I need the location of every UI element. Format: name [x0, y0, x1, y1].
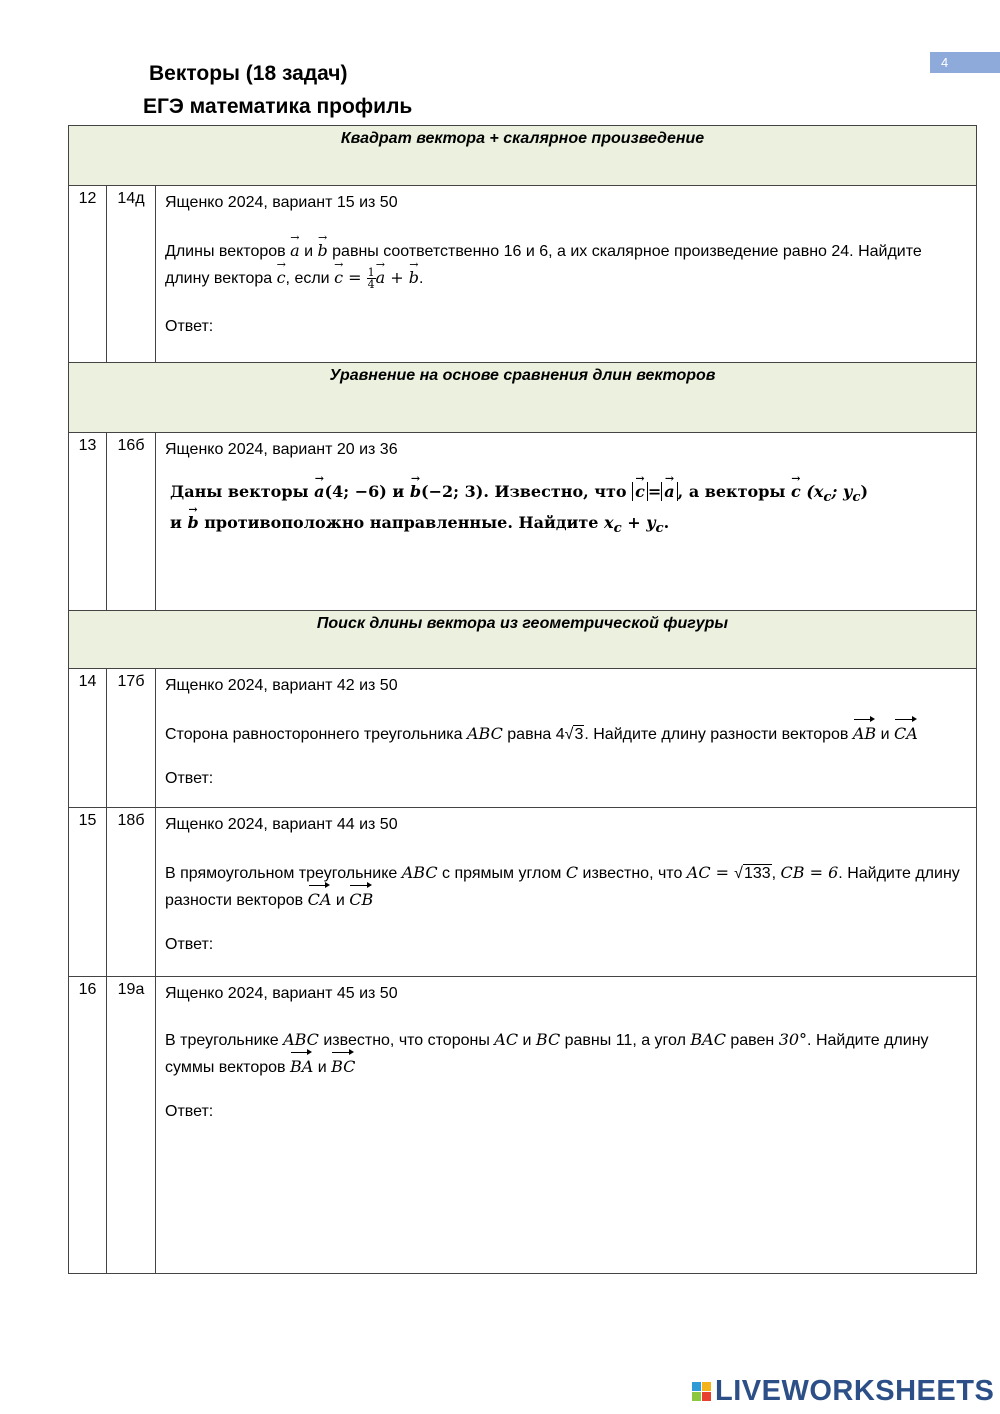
- task-code: 14д: [107, 186, 156, 363]
- table-row: [69, 433, 977, 611]
- fraction: $\frac{1}{4}$: [367, 266, 375, 292]
- table-row: [69, 669, 977, 808]
- liveworksheets-logo: [692, 1375, 994, 1408]
- answer-label: Ответ:: [165, 770, 214, 787]
- task-code: 18б: [107, 808, 156, 977]
- task-statement: В треугольнике ABC известно, что стороны AC и BC равны 11, а угол BAC равен 30°. Найдите длину суммы векторов BA и BC: [165, 1027, 968, 1081]
- section-row: [69, 611, 977, 669]
- task-code: 19а: [107, 977, 156, 1274]
- task-source: Ященко 2024, вариант 44 из 50: [165, 816, 398, 833]
- tasks-table: [68, 125, 977, 1274]
- task-statement: Сторона равностороннего треугольника ABC равна 4√3. Найдите длину разности векторов AB и CA: [165, 721, 968, 748]
- page-number-badge: 4: [930, 52, 1000, 73]
- task-number: 14: [69, 669, 107, 808]
- task-number: 16: [69, 977, 107, 1274]
- task-content: [156, 186, 977, 363]
- liveworksheets-icon: [692, 1382, 711, 1401]
- task-content: [156, 977, 977, 1274]
- section-heading: Квадрат вектора + скалярное произведение: [69, 126, 977, 186]
- answer-label: Ответ:: [165, 318, 214, 335]
- page-title: Векторы (18 задач): [149, 62, 348, 85]
- task-number: 12: [69, 186, 107, 363]
- answer-label: Ответ:: [165, 1103, 214, 1120]
- task-source: Ященко 2024, вариант 20 из 36: [165, 441, 398, 458]
- section-heading: Поиск длины вектора из геометрической фигуры: [69, 611, 977, 669]
- task-number: 15: [69, 808, 107, 977]
- logo-text: LIVEWORKSHEETS: [715, 1375, 995, 1407]
- section-heading: Уравнение на основе сравнения длин векторов: [69, 363, 977, 433]
- task-source: Ященко 2024, вариант 45 из 50: [165, 985, 398, 1002]
- task-number: 13: [69, 433, 107, 611]
- section-row: [69, 126, 977, 186]
- table-row: [69, 186, 977, 363]
- page-subtitle: ЕГЭ математика профиль: [143, 95, 413, 118]
- section-row: [69, 363, 977, 433]
- task-statement-image: Даны векторы → a(4; −6) и → b(−2; 3). Известно, что → c =→ a , а векторы → c ($x_c$; $y_c$) и → b противоположно направленные. Найдите $x_c + y_c$.: [170, 479, 968, 541]
- table-row: [69, 977, 977, 1274]
- answer-label: Ответ:: [165, 936, 214, 953]
- task-content: [156, 808, 977, 977]
- table-row: [69, 808, 977, 977]
- task-source: Ященко 2024, вариант 42 из 50: [165, 677, 398, 694]
- task-source: Ященко 2024, вариант 15 из 50: [165, 194, 398, 211]
- task-statement: Длины векторов → a и → b равны соответственно 16 и 6, а их скалярное произведение равно 24. Найдите длину вектора → c, если → c = $\frac{1}{4}$ → a + → b.: [165, 238, 968, 292]
- task-statement: В прямоугольном треугольнике ABC с прямым углом C известно, что AC = √133, CB = 6. Найдите длину разности векторов CA и CB: [165, 860, 968, 914]
- task-code: 16б: [107, 433, 156, 611]
- task-content: [156, 669, 977, 808]
- task-code: 17б: [107, 669, 156, 808]
- task-content: [156, 433, 977, 611]
